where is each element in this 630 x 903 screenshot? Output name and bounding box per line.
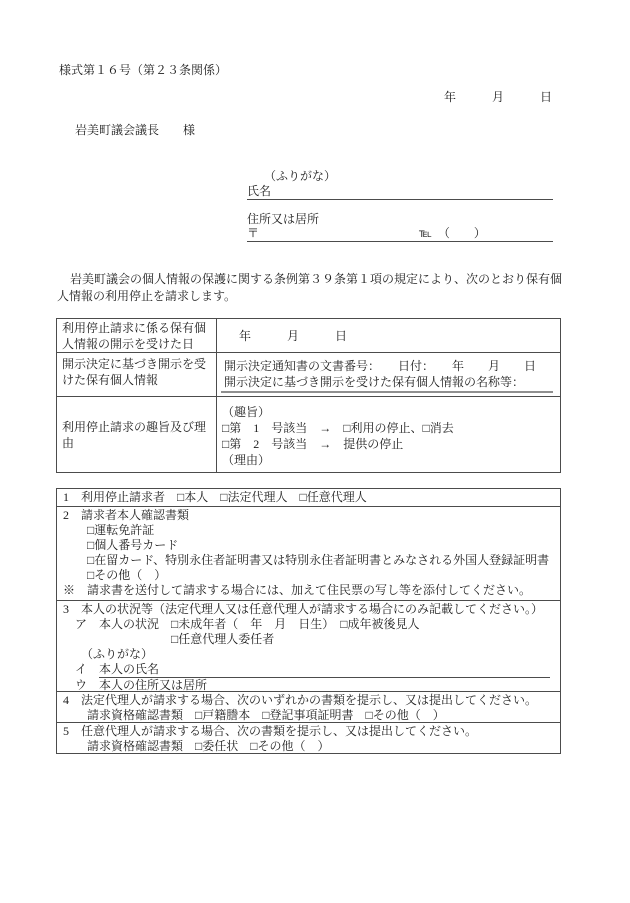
- requester-type-checkbox-line[interactable]: 1 利用停止請求者 □本人 □法定代理人 □任意代理人: [63, 490, 367, 504]
- item-3-row: [57, 601, 560, 692]
- items-table: [56, 488, 561, 754]
- legal-agent-heading: 4 法定代理人が請求する場合、次のいずれかの書類を提示し、又は提出してください。: [63, 693, 538, 707]
- principal-address-underline[interactable]: [99, 678, 550, 692]
- item-1-row: [57, 489, 560, 507]
- date-line: 年 月 日: [444, 90, 553, 104]
- purpose-label-line: （趣旨）: [222, 405, 271, 419]
- furigana-label-principal: （ふりがな）: [63, 647, 154, 661]
- tel-field[interactable]: ℡ （ ）: [419, 226, 486, 240]
- mail-request-note: ※ 請求書を送付して請求する場合には、加えて住民票の写し等を添付してください。: [63, 583, 532, 597]
- identity-docs-heading: 2 請求者本人確認書類: [63, 508, 190, 522]
- item-4-row: [57, 692, 560, 723]
- clause2-checkbox-line[interactable]: □第 2 号該当 → 提供の停止: [222, 437, 404, 451]
- checkbox-minor-adult-ward-line[interactable]: ア 本人の状況 □未成年者（ 年 月 日生） □成年被後見人: [63, 617, 420, 631]
- checkbox-my-number-card[interactable]: □個人番号カード: [63, 538, 179, 552]
- name-label: 氏名: [247, 184, 272, 198]
- checkbox-other-identity-doc[interactable]: □その他（ ）: [63, 568, 167, 582]
- legal-agent-docs-checkbox-line[interactable]: 請求資格確認書類 □戸籍謄本 □登記事項証明書 □その他（ ）: [63, 708, 445, 722]
- address-field[interactable]: [247, 225, 553, 242]
- disclosed-info-value: [217, 353, 560, 396]
- disclosed-info-row: [57, 353, 560, 397]
- request-details-table: [56, 318, 561, 473]
- form-number: 様式第１６号（第２３条関係）: [59, 63, 228, 77]
- disclosure-date-row: [57, 319, 560, 353]
- checkbox-residence-card[interactable]: □在留カード、特別永住者証明書又は特別永住者証明書とみなされる外国人登録証明書: [63, 553, 550, 567]
- notice-number-line[interactable]: 開示決定通知書の文書番号： 日付： 年 月 日: [224, 359, 537, 373]
- purpose-reason-row: [57, 397, 560, 472]
- item-5-row: [57, 723, 560, 753]
- principal-address-label: 本人の住所又は居所: [99, 678, 208, 692]
- voluntary-agent-docs-checkbox-line[interactable]: 請求資格確認書類 □委任状 □その他（ ）: [63, 739, 330, 753]
- fill-in-underline[interactable]: [221, 391, 553, 393]
- intro-paragraph: 岩美町議会の個人情報の保護に関する条例第３９条第１項の規定により、次のとおり保有個人情報の利用停止を請求します。: [57, 272, 563, 303]
- reason-label-line: （理由）: [222, 453, 271, 467]
- principal-name-field[interactable]: [63, 662, 556, 678]
- principal-address-prefix: ウ: [63, 678, 100, 692]
- principal-name-label: 本人の氏名: [99, 662, 160, 676]
- principal-name-underline[interactable]: [99, 662, 550, 678]
- checkbox-drivers-license[interactable]: □運転免許証: [63, 523, 155, 537]
- principal-status-heading: 3 本人の状況等（法定代理人又は任意代理人が請求する場合にのみ記載してください。）: [63, 602, 544, 616]
- furigana-label: （ふりがな）: [264, 169, 337, 183]
- purpose-reason-value: [217, 397, 560, 472]
- addressee: 岩美町議会議長 様: [75, 123, 196, 137]
- row-label-disclosure-date: 利用停止請求に係る保有個人情報の開示を受けた日: [57, 319, 217, 352]
- row-label-disclosed-info: 開示決定に基づき開示を受けた保有個人情報: [57, 353, 217, 396]
- address-label: 住所又は居所: [247, 212, 320, 226]
- clause1-checkbox-line[interactable]: □第 1 号該当 → □利用の停止、□消去: [222, 421, 454, 435]
- row-label-purpose-reason: 利用停止請求の趣旨及び理由: [57, 397, 217, 472]
- item-2-row: [57, 507, 560, 601]
- disclosure-date-value[interactable]: 年 月 日: [239, 328, 348, 343]
- principal-name-prefix: イ: [63, 662, 100, 676]
- postal-mark-icon: 〒: [247, 226, 260, 240]
- info-name-line: 開示決定に基づき開示を受けた保有個人情報の名称等：: [224, 375, 525, 389]
- name-field[interactable]: [247, 183, 553, 200]
- checkbox-voluntary-agent-delegator[interactable]: □任意代理人委任者: [63, 632, 275, 646]
- voluntary-agent-heading: 5 任意代理人が請求する場合、次の書類を提示し、又は提出してください。: [63, 724, 478, 738]
- principal-address-field[interactable]: [63, 678, 556, 692]
